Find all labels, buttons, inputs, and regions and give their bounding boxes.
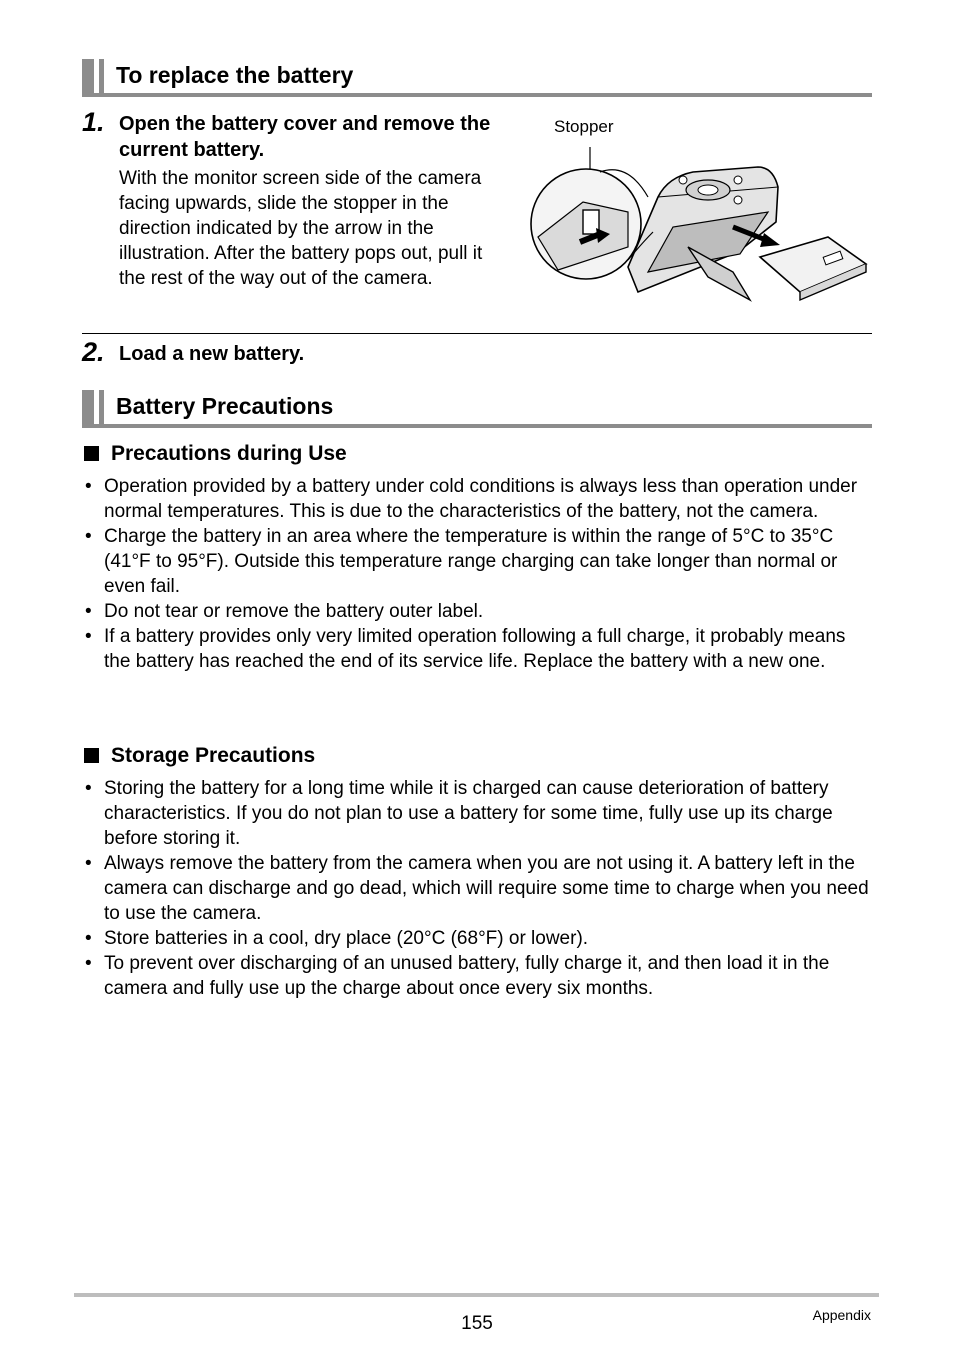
- bullet-dot-icon: •: [85, 928, 92, 949]
- section-title: To replace the battery: [116, 62, 354, 88]
- list-item: • If a battery provides only very limited operation following a full charge, it probably means the battery has reached the end of its service life. Replace the battery with a new one.: [85, 626, 846, 672]
- list-item: • Storing the battery for a long time while it is charged can cause deterioration of battery characteristics. If you do not plan to use a battery for some time, fully use up its charge before storing it.: [85, 778, 833, 849]
- bullet-dot-icon: •: [85, 476, 92, 497]
- heading-bar-thick: [82, 390, 94, 424]
- bullet-dot-icon: •: [85, 778, 92, 799]
- footer-section-name: Appendix: [812, 1307, 871, 1323]
- subheading-text: Storage Precautions: [111, 744, 316, 767]
- section-heading-replace-battery: [82, 59, 872, 97]
- bullet-dot-icon: •: [85, 626, 92, 647]
- step-title: Open the battery cover and remove the current battery.: [119, 113, 491, 161]
- stopper-callout-label: Stopper: [554, 117, 614, 136]
- section-title: Battery Precautions: [116, 393, 334, 419]
- page-number: 155: [461, 1313, 493, 1334]
- footer-rule: [74, 1293, 879, 1297]
- list-item: • Always remove the battery from the camera when you are not using it. A battery left in the camera can discharge and go dead, which will require some time to charge when you need to use the camera.: [85, 853, 869, 924]
- precautions-use-list: [82, 474, 872, 674]
- step-title: Load a new battery.: [119, 343, 305, 365]
- square-bullet-icon: [84, 446, 99, 461]
- heading-bar-thick: [82, 59, 94, 93]
- bullet-dot-icon: •: [85, 953, 92, 974]
- heading-bar-thin: [99, 390, 104, 424]
- bullet-dot-icon: •: [85, 853, 92, 874]
- bullet-dot-icon: •: [85, 526, 92, 547]
- list-item: • To prevent over discharging of an unused battery, fully charge it, and then load it in the camera and fully use up the charge about once every six months.: [85, 953, 830, 999]
- step-body: With the monitor screen side of the camera facing upwards, slide the stopper in the direction indicated by the arrow in the illustration. After the battery pops out, pull it the rest of the way out of the camera.: [119, 168, 483, 289]
- subheading-precautions-use: [84, 442, 347, 466]
- square-bullet-icon: [84, 748, 99, 763]
- bullet-dot-icon: •: [85, 601, 92, 622]
- subheading-text: Precautions during Use: [111, 442, 347, 465]
- step-number: 1.: [82, 107, 105, 137]
- list-item: • Charge the battery in an area where the temperature is within the range of 5°C to 35°C (41°F to 95°F). Outside this temperature range charging can take longer than normal or even fail.: [85, 526, 838, 597]
- list-item: • Store batteries in a cool, dry place (20°C (68°F) or lower).: [85, 928, 589, 949]
- section-heading-battery-precautions: [82, 390, 872, 428]
- list-item: • Do not tear or remove the battery outer label.: [85, 601, 484, 622]
- storage-list: [82, 776, 872, 1001]
- camera-battery-removal-illustration: [528, 142, 870, 307]
- step-number: 2.: [82, 337, 105, 367]
- list-item: • Operation provided by a battery under cold conditions is always less than operation under normal temperatures. This is due to the characteristics of the battery, not the camera.: [85, 476, 858, 522]
- step-separator: [82, 333, 872, 334]
- subheading-storage: [84, 744, 315, 768]
- heading-bar-thin: [99, 59, 104, 93]
